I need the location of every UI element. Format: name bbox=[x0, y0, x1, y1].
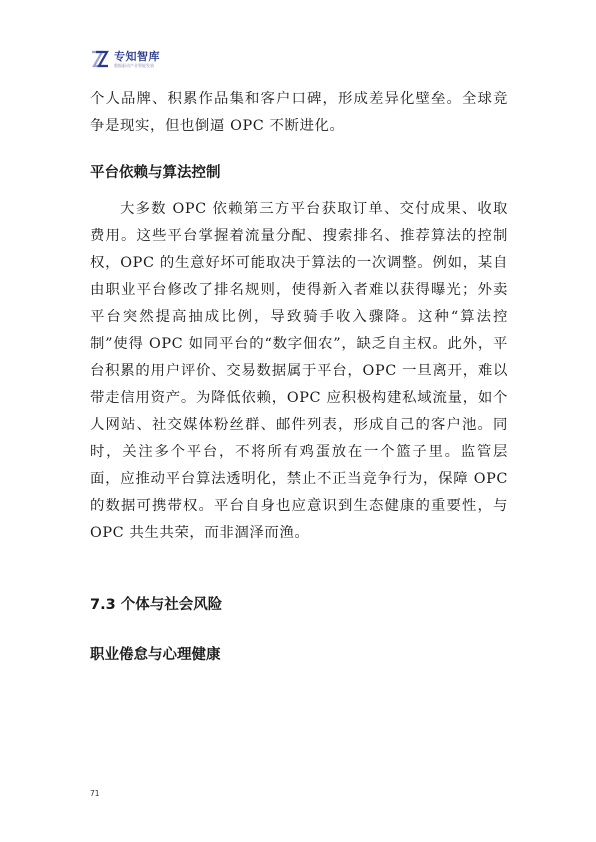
logo-text bbox=[114, 51, 160, 68]
paragraph-continuation: 个人品牌、积累作品集和客户口碑，形成差异化壁垒。全球竞争是现实，但也倒逼 OPC 不断进化。 bbox=[90, 91, 508, 134]
logo-z-icon bbox=[90, 50, 110, 68]
logo-subtitle: 数据驱动产业智能发展 bbox=[114, 62, 154, 68]
page-content bbox=[90, 86, 508, 664]
header-logo bbox=[90, 50, 160, 68]
heading-platform-dependency: 平台依赖与算法控制 bbox=[90, 165, 221, 181]
logo-title: 专知智库 bbox=[114, 49, 160, 63]
page-number: 71 bbox=[90, 789, 100, 798]
section-heading: 7.3 个体与社会风险 bbox=[90, 597, 223, 613]
heading-burnout: 职业倦怠与心理健康 bbox=[90, 647, 221, 663]
paragraph-platform-dependency: 大多数 OPC 依赖第三方平台获取订单、交付成果、收取费用。这些平台掌握着流量分配、搜索排名、推荐算法的控制权，OPC 的生意好坏可能取决于算法的一次调整。例如，某自由职业平台修改了排名规则，使得新入者难以获得曝光；外卖平台突然提高抽成比例，导致骑手收入骤降。这种“算法控制”使得 OPC 如同平台的“数字佃农”，缺乏自主权。此外，平台积累的用户评价、交易数据属于平台，OPC 一旦离开，难以带走信用资产。为降低依赖，OPC 应积极构建私域流量，如个人网站、社交媒体粉丝群、邮件列表，形成自己的客户池。同时，关注多个平台，不将所有鸡蛋放在一个篮子里。监管层面，应推动平台算法透明化，禁止不正当竞争行为，保障 OPC 的数据可携带权。平台自身也应意识到生态健康的重要性，与 OPC 共生共荣，而非涸泽而渔。 bbox=[90, 201, 508, 541]
